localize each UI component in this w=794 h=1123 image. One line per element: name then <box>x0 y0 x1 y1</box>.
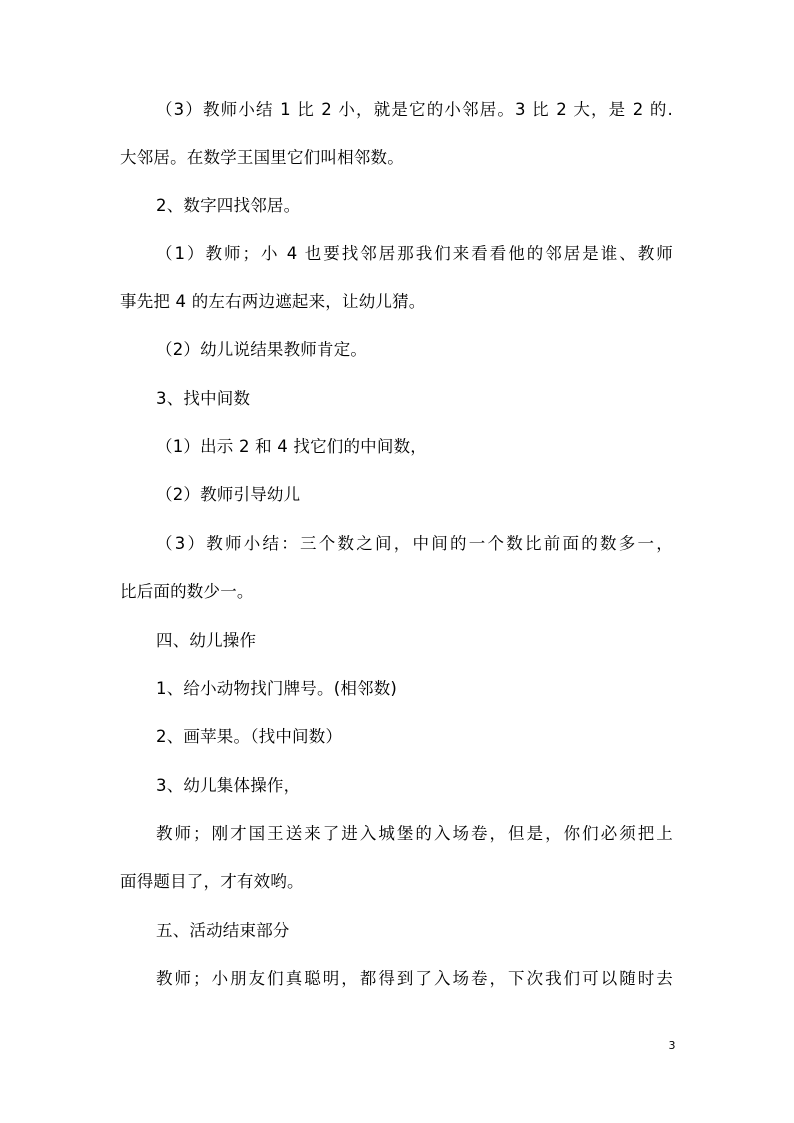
paragraph-line: 1、给小动物找门牌号。(相邻数) <box>156 679 398 698</box>
paragraph-line: （1）出示 2 和 4 找它们的中间数， <box>156 437 427 456</box>
paragraph-line: 3、幼儿集体操作， <box>156 776 301 795</box>
paragraph-line: （1）教师；小 4 也要找邻居那我们来看看他的邻居是谁、教师 <box>156 244 673 263</box>
paragraph-line: 2、画苹果。（找中间数） <box>156 727 343 746</box>
paragraph-line: 教师；小朋友们真聪明，都得到了入场卷，下次我们可以随时去 <box>156 969 673 988</box>
paragraph-line: 比后面的数少一。 <box>120 582 254 601</box>
paragraph-line: 事先把 4 的左右两边遮起来，让幼儿猜。 <box>120 292 426 311</box>
page-number: 3 <box>668 1039 676 1052</box>
paragraph-line: 面得题目了，才有效哟。 <box>120 872 304 891</box>
section-heading: 3、找中间数 <box>156 389 251 408</box>
paragraph-line: 教师；刚才国王送来了进入城堡的入场卷，但是，你们必须把上 <box>156 824 673 843</box>
section-heading: 2、数字四找邻居。 <box>156 196 301 215</box>
paragraph-line: （3）教师小结 1 比 2 小，就是它的小邻居。3 比 2 大，是 2 的. <box>156 100 673 119</box>
paragraph-line: 大邻居。在数学王国里它们叫相邻数。 <box>120 148 404 167</box>
paragraph-line: （3）教师小结：三个数之间，中间的一个数比前面的数多一， <box>156 534 673 553</box>
section-heading: 五、活动结束部分 <box>156 921 290 940</box>
paragraph-line: （2）幼儿说结果教师肯定。 <box>156 340 368 359</box>
paragraph-line: （2）教师引导幼儿 <box>156 485 301 504</box>
section-heading: 四、幼儿操作 <box>156 631 257 650</box>
